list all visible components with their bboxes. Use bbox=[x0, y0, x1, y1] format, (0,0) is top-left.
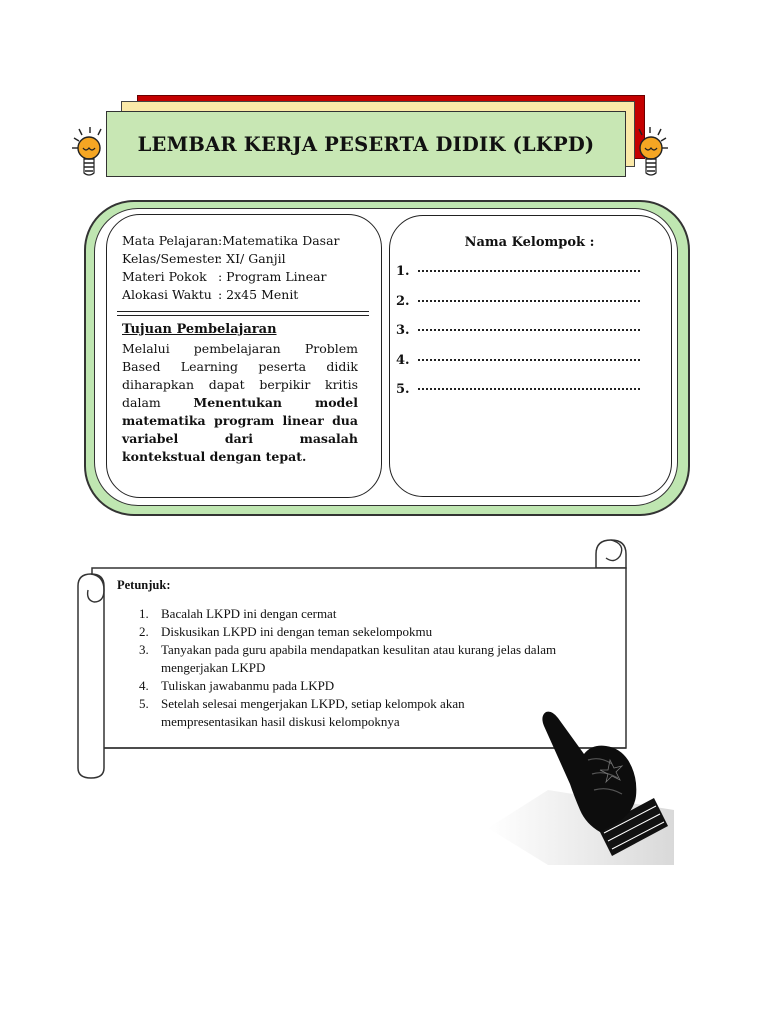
instruction-step bbox=[139, 677, 591, 695]
group-names-title: Nama Kelompok : bbox=[464, 235, 595, 250]
learning-goal-plain: Melalui pembelajaran Problem Based Learning peserta didik diharapkan dapat berpikir kritis dalam bbox=[122, 341, 358, 410]
learning-goal-heading: Tujuan Pembelajaran bbox=[122, 322, 277, 337]
blank-line[interactable] bbox=[418, 327, 640, 331]
instruction-step bbox=[139, 641, 591, 677]
info-row-topic bbox=[122, 268, 340, 286]
group-number: 4. bbox=[396, 352, 410, 368]
step-number: 5. bbox=[139, 696, 149, 711]
instruction-step bbox=[139, 605, 591, 623]
group-name-line[interactable] bbox=[396, 294, 640, 324]
step-text: Tanyakan pada guru apabila mendapatkan kesulitan atau kurang jelas dalam mengerjakan LKPD bbox=[161, 642, 557, 675]
group-number: 2. bbox=[396, 293, 410, 309]
group-number: 5. bbox=[396, 382, 410, 398]
step-number: 3. bbox=[139, 642, 149, 657]
info-label: Materi Pokok bbox=[122, 269, 207, 284]
info-label: Kelas/Semester bbox=[122, 251, 221, 266]
lightbulb-icon bbox=[634, 126, 670, 178]
instructions-heading: Petunjuk: bbox=[117, 578, 171, 592]
info-value: :Matematika Dasar bbox=[218, 233, 340, 248]
page-title: LEMBAR KERJA PESERTA DIDIK (LKPD) bbox=[137, 132, 595, 156]
group-names-list bbox=[396, 264, 640, 412]
subject-info-table bbox=[122, 232, 340, 304]
step-text: Diskusikan LKPD ini dengan teman sekelompokmu bbox=[161, 624, 433, 639]
step-number: 4. bbox=[139, 678, 149, 693]
group-number: 1. bbox=[396, 264, 410, 279]
info-value: : XI/ Ganjil bbox=[218, 251, 286, 266]
divider bbox=[117, 315, 369, 316]
blank-line[interactable] bbox=[418, 386, 640, 390]
blank-line[interactable] bbox=[418, 268, 640, 272]
step-text: Bacalah LKPD ini dengan cermat bbox=[161, 606, 337, 621]
blank-line[interactable] bbox=[418, 357, 640, 361]
group-number: 3. bbox=[396, 323, 410, 339]
step-number: 1. bbox=[139, 606, 149, 621]
step-text: Setelah selesai mengerjakan LKPD, setiap kelompok akan mempresentasikan hasil diskusi kelompoknya bbox=[161, 696, 465, 729]
group-name-line[interactable] bbox=[396, 353, 640, 383]
group-name-line[interactable] bbox=[396, 264, 640, 294]
info-row-time bbox=[122, 286, 340, 304]
info-label: Alokasi Waktu bbox=[122, 287, 212, 302]
blank-line[interactable] bbox=[418, 298, 640, 302]
info-label: Mata Pelajaran bbox=[122, 233, 219, 248]
group-name-line[interactable] bbox=[396, 382, 640, 412]
title-banner bbox=[106, 111, 626, 177]
step-number: 2. bbox=[139, 624, 149, 639]
learning-goal-bold: Menentukan model matematika program linear dua variabel dari masalah kontekstual dengan tepat. bbox=[122, 395, 358, 464]
info-value: : Program Linear bbox=[218, 269, 327, 284]
divider bbox=[117, 311, 369, 312]
info-row-subject bbox=[122, 232, 340, 250]
info-value: : 2x45 Menit bbox=[218, 287, 299, 302]
pointing-hand-icon bbox=[488, 700, 678, 870]
instruction-step bbox=[139, 623, 591, 641]
learning-goal-text bbox=[122, 340, 358, 466]
info-row-class bbox=[122, 250, 340, 268]
group-name-line[interactable] bbox=[396, 323, 640, 353]
lightbulb-icon bbox=[70, 126, 106, 178]
step-text: Tuliskan jawabanmu pada LKPD bbox=[161, 678, 335, 693]
